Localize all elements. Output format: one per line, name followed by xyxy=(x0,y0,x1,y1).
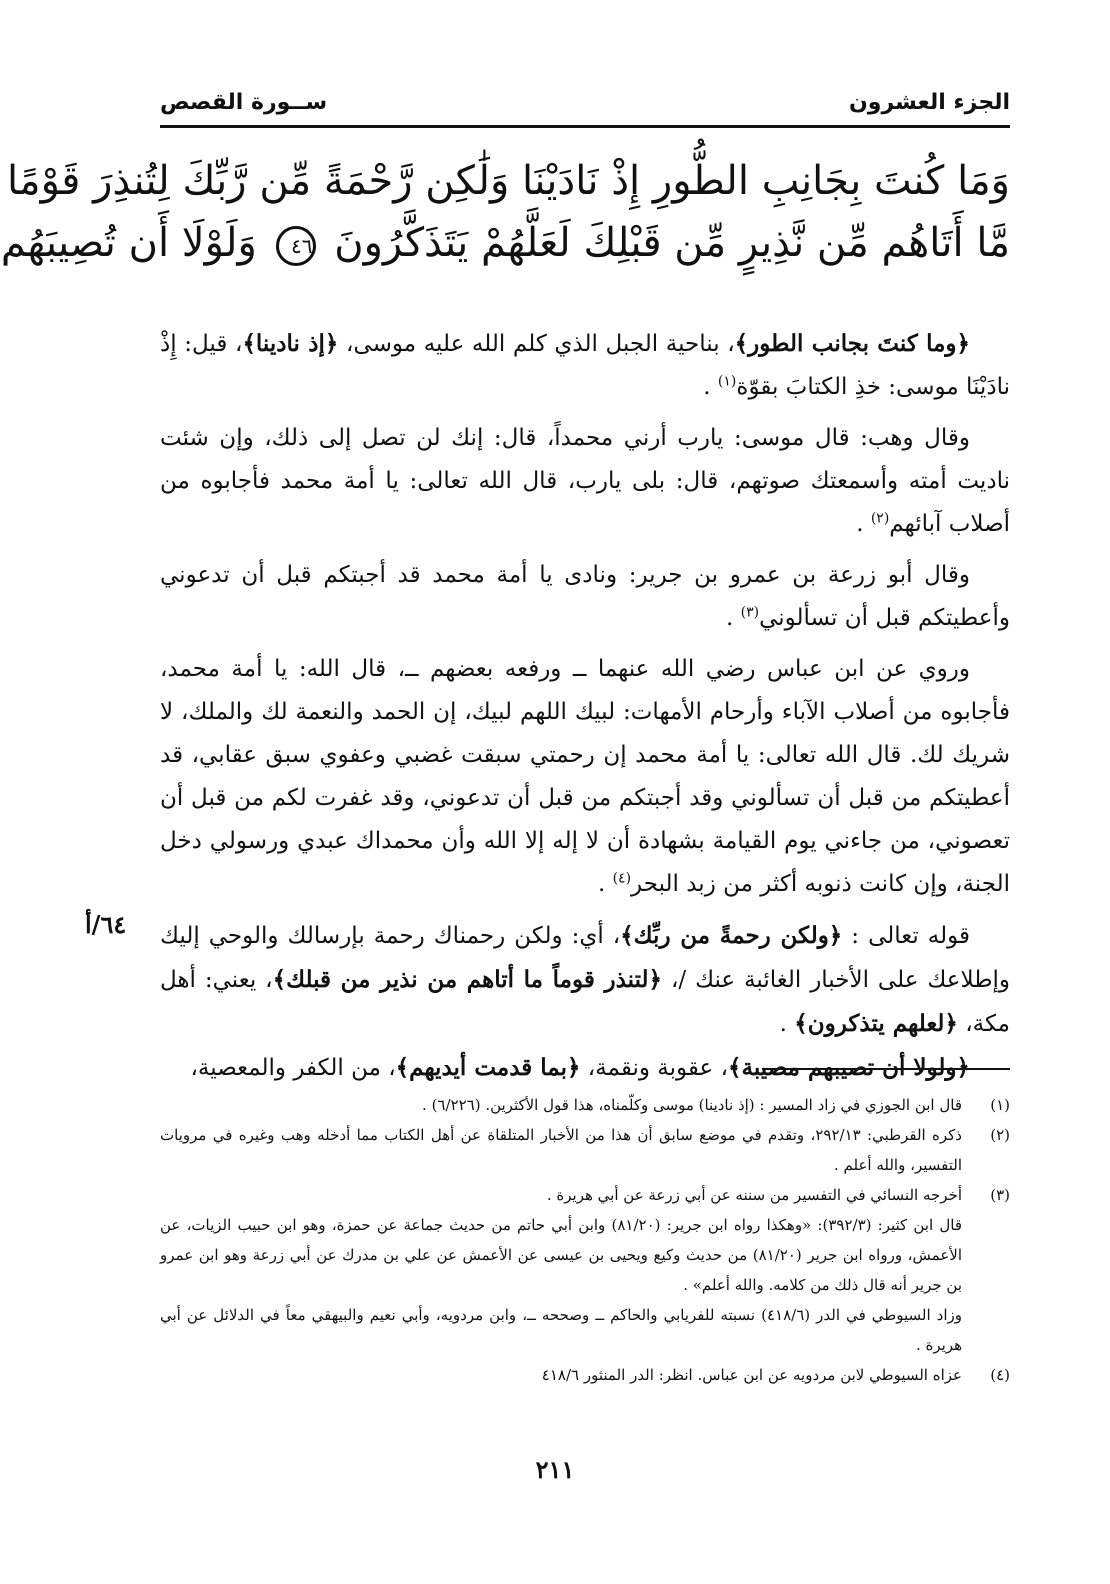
footnote-3-continuation: قال ابن كثير: (٣٩٢/٣): «وهكذا رواه ابن جرير: (٨١/٢٠) وابن أبي حاتم من حديث جماعة عن حمزة، وهو ابن حبيب الزيات، عن الأعمش، ورواه ابن جرير (٨١/٢٠) من حديث وكيع ويحيى بن عيسى عن الأعمش عن علي بن مدرك عن أبي زرعة وهو ابن عمرو بن جرير أنه قال ذلك من كلامه. والله أعلم» . xyxy=(160,1216,962,1294)
paragraph-text: . xyxy=(856,511,871,537)
footnote-text: قال ابن الجوزي في زاد المسير : (إذ نادينا) موسى وكلّمناه، هذا قول الأكثرين. (٦/٢٢٦) . xyxy=(422,1096,962,1114)
quran-verses xyxy=(0,150,1010,274)
quran-quote: ﴿إذ نادينا﴾ xyxy=(242,330,339,357)
footnote-1 xyxy=(160,1090,1010,1120)
header-surah-title: ســورة القصص xyxy=(160,89,328,115)
paragraph-text: ، من الكفر والمعصية، xyxy=(190,1055,396,1081)
footnote-number: (٢) xyxy=(990,1126,1010,1144)
quran-quote: ﴿ولولا أن تصيبهم مصيبة﴾ xyxy=(728,1054,970,1081)
header-rule xyxy=(160,125,1010,128)
footnote-number: (٣) xyxy=(990,1186,1010,1204)
paragraph-5 xyxy=(160,914,1010,1046)
paragraph-text: . xyxy=(725,605,741,631)
paragraph-text: قوله تعالى : xyxy=(842,923,970,949)
paragraph-2 xyxy=(160,417,1010,546)
paragraph-text: . xyxy=(597,871,613,897)
footnote-text: ذكره القرطبي: ٢٩٢/١٣، وتقدم في موضع سابق أن هذا من الأخبار المتلقاة عن أهل الكتاب مما أدخله وهب وغيره في مرويات التفسير، والله أعلم . xyxy=(160,1126,962,1174)
verse-line-2 xyxy=(0,212,1010,274)
footnote-3-continuation-2: وزاد السيوطي في الدر (٤١٨/٦) نسبته للفريابي والحاكم ــ وصححه ــ، وابن مردويه، وأبي نعيم والبيهقي معاً في الدلائل عن أبي هريرة . xyxy=(160,1306,962,1354)
paragraph-text: وقال أبو زرعة بن عمرو بن جرير: ونادى يا أمة محمد قد أجبتكم قبل أن تدعوني وأعطيتكم قبل أن تسألوني xyxy=(160,562,1010,631)
footnote-text: عزاه السيوطي لابن مردويه عن ابن عباس. انظر: الدر المنثور ٤١٨/٦ xyxy=(541,1366,962,1384)
quran-quote: ﴿بما قدمت أيديهم﴾ xyxy=(395,1054,581,1081)
header-part-title: الجزء العشرون xyxy=(849,89,1010,115)
paragraph-text: ، أي: ولكن رحمناك رحمة بإرسالك والوحي إليك وإطلاعك على الأخبار الغائبة عنك /، xyxy=(160,923,1011,993)
paragraph-text: . xyxy=(703,374,718,400)
paragraph-text: وروي عن ابن عباس رضي الله عنهما ــ ورفعه بعضهم ــ، قال الله: يا أمة محمد، فأجابوه من أصلاب الآباء وأرحام الأمهات: لبيك اللهم لبيك، إن الحمد والنعمة لك والملك، لا شريك لك. قال الله تعالى: يا أمة محمد إن رحمتي سبقت غضبي وعفوي سبق عقابي، قد أعطيتكم من قبل أن تسألوني وقد أجبتكم من قبل أن تدعوني، وقد غفرت لكم من قبل أن تعصوني، من جاءني يوم القيامة بشهادة أن لا إله إلا الله وأن محمداك عبدي ورسولي دخل الجنة، وإن كانت ذنوبه أكثر من زبد البحر xyxy=(160,656,1010,897)
footnote-ref: (١) xyxy=(717,373,737,390)
quran-quote: ﴿وما كنتَ بجانب الطور﴾ xyxy=(734,330,971,357)
footnote-number: (١) xyxy=(990,1096,1010,1114)
footnote-number: (٤) xyxy=(990,1366,1010,1384)
verse-line-1: وَمَا كُنتَ بِجَانِبِ الطُّورِ إِذْ نَادَيْنَا وَلَٰكِن رَّحْمَةً مِّن رَّبِّكَ لِتُنذِرَ قَوْمًا xyxy=(6,158,1010,204)
paragraph-text: ، عقوبة ونقمة، xyxy=(580,1055,729,1081)
verse-line-2-end: وَلَوْلَا أَن تُصِيبَهُم xyxy=(0,220,257,266)
footnote-ref: (٣) xyxy=(740,604,760,621)
footnote-ref: (٤) xyxy=(612,870,632,887)
paragraph-text: ، بناحية الجبل الذي كلم الله عليه موسى، xyxy=(338,331,735,357)
paragraph-text: وقال وهب: قال موسى: يارب أرني محمداً، قال: إنك لن تصل إلى ذلك، وإن شئت ناديت أمته وأسمعتك صوتهم، قال: بلى يارب، قال الله تعالى: يا أمة محمد فأجابوه من أصلاب آبائهم xyxy=(160,425,1010,537)
quran-quote: ﴿ولكن رحمةً من ربِّك﴾ xyxy=(620,922,843,949)
paragraph-4 xyxy=(160,648,1010,906)
paragraph-text: ، يعني: أهل مكة، xyxy=(160,967,1010,1037)
paragraph-3 xyxy=(160,554,1010,640)
footnote-4 xyxy=(160,1360,1010,1390)
footnote-ref: (٢) xyxy=(870,510,890,527)
paragraph-text: ، قيل: إِذْ نادَيْنَا موسى: خذِ الكتابَ بقوّة xyxy=(160,331,1010,400)
page-number: ٢١١ xyxy=(535,1455,575,1484)
ayah-number-marker: ٤٦ xyxy=(276,226,316,266)
footnotes xyxy=(160,1090,1010,1390)
running-header xyxy=(160,84,1010,120)
footnote-2 xyxy=(160,1120,1010,1180)
paragraph-1 xyxy=(160,322,1010,409)
commentary-body xyxy=(160,322,1010,1090)
quran-quote: ﴿لعلهم يتذكرون﴾ xyxy=(794,1010,958,1037)
verse-line-2-start: مَّا أَتَاهُم مِّن نَّذِيرٍ مِّن قَبْلِكَ لَعَلَّهُمْ يَتَذَكَّرُونَ xyxy=(334,220,1010,266)
footnote-3 xyxy=(160,1180,1010,1210)
manuscript-folio-note: ٦٤/أ xyxy=(85,910,127,939)
footnote-text: أخرجه النسائي في التفسير من سننه عن أبي زرعة عن أبي هريرة . xyxy=(546,1186,962,1204)
quran-quote: ﴿لتنذر قوماً ما أتاهم من نذير من قبلك﴾ xyxy=(272,966,663,993)
paragraph-text: . xyxy=(779,1011,795,1037)
footnote-rule xyxy=(762,1068,1010,1070)
